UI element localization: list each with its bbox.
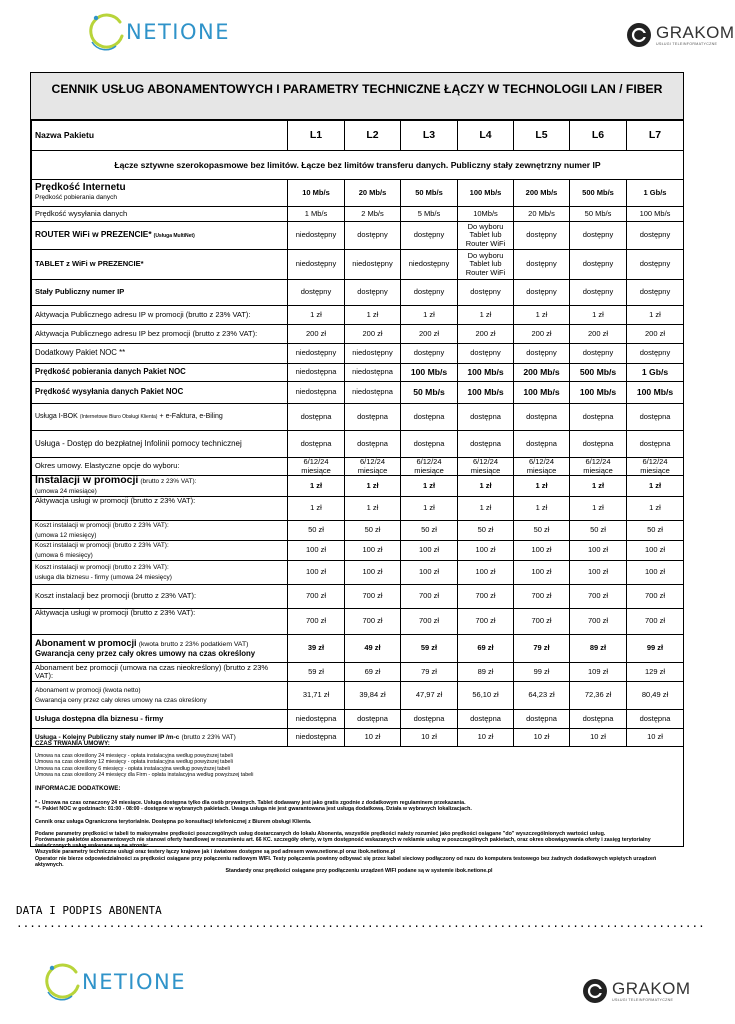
value-cell-l7: dostępna [627,710,684,729]
value-cell-l1: 100 zł [288,561,345,585]
col-l5: L5 [514,121,570,151]
value-cell-l3: dostępna [401,404,458,431]
value-cell-l5: dostępna [514,710,570,729]
table-row [32,431,684,458]
banner-row [32,151,684,180]
value-cell-l1: niedostępny [288,344,345,364]
value-cell-l3: 100 zł [401,541,458,561]
grakom-tagline: USŁUGI TELEINFORMATYCZNE [656,41,718,46]
value-cell-l5: 700 zł [514,609,570,635]
value-cell-l4: 100 Mb/s [458,180,514,207]
label-cell [32,521,288,541]
value-cell-l2: 2 Mb/s [345,207,401,222]
table-row [32,325,684,344]
contract-heading: CZAS TRWANIA UMOWY: [35,740,110,747]
grakom-logo-footer [582,978,691,1004]
value-cell-l7: dostępna [627,404,684,431]
value-cell-l7: 100 zł [627,541,684,561]
table-row [32,280,684,306]
value-cell-l4: 10Mb/s [458,207,514,222]
value-cell-l1: 1 zł [288,497,345,521]
value-cell-l7: 1 Gb/s [627,180,684,207]
row-label: Aktywacja usługi w promocji (brutto z 23% VAT): [32,609,288,635]
value-cell-l1: 59 zł [288,663,345,682]
row-label: ROUTER WiFi w PREZENCIE* [35,229,152,240]
value-cell-l4: 1 zł [458,497,514,521]
value-cell-l4: 100 zł [458,561,514,585]
row-note: (brutto z 23% VAT) [181,733,236,741]
value-cell-l6: dostępny [570,250,627,280]
contract-line: Umowa na czas określony 24 miesięcy - opłata instalacyjna według powyższej tabeli [35,753,233,760]
value-cell-l6: 200 zł [570,325,627,344]
value-cell-l1: dostępna [288,431,345,458]
row-label: Aktywacja usługi w promocji (brutto z 23% VAT): [32,497,288,521]
value-cell-l2: dostępna [345,431,401,458]
value-cell-l3: 47,97 zł [401,682,458,710]
value-cell-l7: dostępny [627,222,684,250]
value-cell-l1: 1 zł [288,476,345,497]
grakom-tagline: USŁUGI TELEINFORMATYCZNE [612,997,674,1002]
row-label: Okres umowy. Elastyczne opcje do wyboru: [32,458,288,476]
row-label: Prędkość pobierania danych Pakiet NOC [32,364,288,382]
value-cell-l5: 20 Mb/s [514,207,570,222]
value-cell-l5: 79 zł [514,635,570,663]
row-subtitle: (umowa 12 miesięcy) [35,531,97,539]
row-title: Instalacji w promocji [35,474,139,486]
value-cell-l7: 1 zł [627,497,684,521]
row-subtitle: usługa dla biznesu - firmy (umowa 24 miesięcy) [35,573,172,581]
value-cell-l7: dostępny [627,344,684,364]
value-cell-l3: 6/12/24 miesiące [401,458,458,476]
value-cell-l2: niedostępna [345,382,401,404]
value-cell-l5: dostępny [514,250,570,280]
row-note: (brutto z 23% VAT): [140,478,197,485]
value-cell-l2: niedostępny [345,344,401,364]
row-subtitle: Gwarancja ceny przez cały okres umowy na czas określony [35,648,256,658]
table-row [32,609,684,635]
value-cell-l6: 109 zł [570,663,627,682]
info-heading: INFORMACJE DODATKOWE: [35,785,121,793]
table-row [32,404,684,431]
value-cell-l5: dostępny [514,344,570,364]
value-cell-l4: Do wyboru Tablet lub Router WiFi [458,222,514,250]
value-cell-l7: 100 Mb/s [627,382,684,404]
table-row [32,222,684,250]
contract-line: Umowa na czas określony 6 miesięcy - opłata instalacyjna według powyższej tabeli [35,765,230,772]
value-cell-l3: 200 zł [401,325,458,344]
table-row [32,306,684,325]
value-cell-l5: dostępna [514,431,570,458]
value-cell-l7: 6/12/24 miesiące [627,458,684,476]
value-cell-l4: dostępna [458,431,514,458]
value-cell-l4: dostępna [458,404,514,431]
value-cell-l1: niedostępna [288,382,345,404]
value-cell-l1: 31,71 zł [288,682,345,710]
table-row [32,561,684,585]
value-cell-l2: 200 zł [345,325,401,344]
value-cell-l6: 1 zł [570,306,627,325]
value-cell-l3: 50 Mb/s [401,382,458,404]
value-cell-l1: 1 zł [288,306,345,325]
value-cell-l2: 100 zł [345,541,401,561]
value-cell-l4: 50 zł [458,521,514,541]
value-cell-l2: niedostępna [345,364,401,382]
grakom-mark-icon [626,22,652,48]
row-note: (kwota brutto z 23% podatkiem VAT) [138,641,249,648]
value-cell-l4: 100 Mb/s [458,382,514,404]
value-cell-l2: niedostępny [345,250,401,280]
value-cell-l3: dostępna [401,710,458,729]
label-cell [32,561,288,585]
row-label: Usługa dostępna dla biznesu - firmy [32,710,288,729]
value-cell-l6: dostępny [570,222,627,250]
value-cell-l7: dostępny [627,250,684,280]
value-cell-l5: 1 zł [514,306,570,325]
value-cell-l3: 1 zł [401,306,458,325]
col-l7: L7 [627,121,684,151]
grakom-wordmark: GRAKOM [656,22,735,42]
signature-line: DATA I PODPIS ABONENTA ........................................................................................................ [16,904,705,930]
table-row [32,250,684,280]
banner-text: Łącze sztywne szerokopasmowe bez limitów. Łącze bez limitów transferu danych. Publiczny stały zewnętrzny numer IP [32,151,684,180]
value-cell-l3: 10 zł [401,729,458,747]
row-subtitle: Gwarancja ceny przez cały okres umowy na czas określony [35,696,207,704]
table-row [32,207,684,222]
value-cell-l1: 700 zł [288,609,345,635]
col-l6: L6 [570,121,627,151]
value-cell-l1: dostępna [288,404,345,431]
col-l1: L1 [288,121,345,151]
netione-wordmark: NETIONE [82,970,187,994]
value-cell-l4: 89 zł [458,663,514,682]
row-label: Usługa I-BOK [35,413,78,421]
grakom-wordmark: GRAKOM [612,978,691,998]
value-cell-l7: 1 zł [627,306,684,325]
value-cell-l5: 100 zł [514,561,570,585]
value-cell-l1: 100 zł [288,541,345,561]
value-cell-l4: dostępny [458,344,514,364]
value-cell-l4: 1 zł [458,476,514,497]
grakom-mark-icon [582,978,608,1004]
table-row [32,682,684,710]
table-row [32,458,684,476]
table-row [32,344,684,364]
label-cell [32,222,288,250]
value-cell-l2: 49 zł [345,635,401,663]
value-cell-l2: 700 zł [345,609,401,635]
value-cell-l4: 6/12/24 miesiące [458,458,514,476]
value-cell-l7: 100 zł [627,561,684,585]
row-subtitle: (umowa 24 miesiące) [35,487,97,495]
value-cell-l1: niedostępna [288,710,345,729]
row-label: Aktywacja Publicznego adresu IP bez promocji (brutto z 23% VAT): [32,325,288,344]
contract-line: Umowa na czas określony 12 miesięcy - opłata instalacyjna według powyższej tabeli [35,759,233,766]
value-cell-l2: 6/12/24 miesiące [345,458,401,476]
value-cell-l5: 200 Mb/s [514,364,570,382]
value-cell-l6: 6/12/24 miesiące [570,458,627,476]
value-cell-l6: 500 Mb/s [570,180,627,207]
value-cell-l3: 50 Mb/s [401,180,458,207]
value-cell-l6: 89 zł [570,635,627,663]
netione-logo [86,12,230,52]
label-cell [32,404,288,431]
value-cell-l2: 700 zł [345,585,401,609]
value-cell-l4: 69 zł [458,635,514,663]
row-label: Prędkość wysyłania danych [32,207,288,222]
value-cell-l2: 69 zł [345,663,401,682]
package-name-label: Nazwa Pakietu [32,121,288,151]
label-cell [32,180,288,207]
table-header-row [32,121,684,151]
value-cell-l4: dostępna [458,710,514,729]
value-cell-l5: 50 zł [514,521,570,541]
row-note: (Usługa MultiNet) [153,233,195,240]
value-cell-l6: 100 Mb/s [570,382,627,404]
value-cell-l7: 700 zł [627,585,684,609]
value-cell-l1: 700 zł [288,585,345,609]
notes-section [35,741,683,874]
table-row [32,521,684,541]
value-cell-l3: 1 zł [401,497,458,521]
table-row [32,663,684,682]
value-cell-l6: 100 zł [570,541,627,561]
value-cell-l1: 39 zł [288,635,345,663]
value-cell-l6: 700 zł [570,585,627,609]
value-cell-l3: dostępny [401,222,458,250]
value-cell-l3: 79 zł [401,663,458,682]
value-cell-l2: 39,84 zł [345,682,401,710]
row-label: Prędkość wysyłania danych Pakiet NOC [32,382,288,404]
value-cell-l1: niedostępny [288,250,345,280]
value-cell-l7: 1 Gb/s [627,364,684,382]
title-divider [31,105,683,120]
value-cell-l2: dostępny [345,222,401,250]
value-cell-l2: 1 zł [345,306,401,325]
price-table [31,120,684,747]
value-cell-l4: 100 Mb/s [458,364,514,382]
value-cell-l6: dostępny [570,280,627,306]
value-cell-l5: 100 Mb/s [514,382,570,404]
label-cell [32,682,288,710]
value-cell-l5: 1 zł [514,497,570,521]
value-cell-l7: 100 Mb/s [627,207,684,222]
value-cell-l3: 100 Mb/s [401,364,458,382]
label-cell [32,476,288,497]
value-cell-l6: 100 zł [570,561,627,585]
info-line: Cennik oraz usługa Ograniczona terytorialnie. Dostępna po konsultacji telefonicznej z Biurem obsługi Klienta. [35,818,312,825]
value-cell-l4: 56,10 zł [458,682,514,710]
netione-swirl-icon [86,12,126,52]
value-cell-l1: 200 zł [288,325,345,344]
value-cell-l2: 1 zł [345,497,401,521]
value-cell-l6: 1 zł [570,476,627,497]
value-cell-l6: dostępna [570,404,627,431]
netione-swirl-icon [42,962,82,1002]
value-cell-l6: dostępna [570,431,627,458]
label-cell [32,635,288,663]
value-cell-l2: dostępna [345,710,401,729]
row-note: (Internetowe Biuro Obsługi Klienta) [79,414,158,421]
value-cell-l7: 99 zł [627,635,684,663]
info-line: Operator nie bierze odpowiedzialności za prędkości osiągane przy połączeniu radiowym WIFI. Testy połączenia powinny odbywać się przez kabel sieciowy podłączony od razu do komputera testowego bez żadnych dodatkowych wpiętych urządzeń aktywnych. [35,855,657,868]
table-row [32,541,684,561]
value-cell-l4: 100 zł [458,541,514,561]
value-cell-l7: 50 zł [627,521,684,541]
value-cell-l5: 6/12/24 miesiące [514,458,570,476]
contract-line: Umowa na czas określony 24 miesięcy dla Firm - opłata instalacyjna według powyższej tabeli [35,771,254,778]
col-l4: L4 [458,121,514,151]
value-cell-l5: dostępny [514,222,570,250]
value-cell-l1: niedostępna [288,729,345,747]
value-cell-l4: 10 zł [458,729,514,747]
row-title: Prędkość Internetu [35,182,126,193]
table-row [32,382,684,404]
value-cell-l6: 72,36 zł [570,682,627,710]
value-cell-l4: 1 zł [458,306,514,325]
row-label: Koszt instalacji w promocji (brutto z 23% VAT): [35,564,169,571]
value-cell-l5: 200 zł [514,325,570,344]
table-row [32,710,684,729]
row-label: Abonament w promocji (kwota netto) [35,687,141,694]
value-cell-l3: 5 Mb/s [401,207,458,222]
table-row [32,476,684,497]
value-cell-l5: 1 zł [514,476,570,497]
value-cell-l7: 1 zł [627,476,684,497]
value-cell-l1: dostępny [288,280,345,306]
value-cell-l3: 50 zł [401,521,458,541]
value-cell-l6: 50 zł [570,521,627,541]
row-subtitle: (umowa 6 miesięcy) [35,551,93,559]
value-cell-l7: 80,49 zł [627,682,684,710]
value-cell-l1: niedostępna [288,364,345,382]
value-cell-l4: Do wyboru Tablet lub Router WiFi [458,250,514,280]
table-row [32,180,684,207]
value-cell-l5: 99 zł [514,663,570,682]
grakom-logo [626,22,735,48]
value-cell-l2: 20 Mb/s [345,180,401,207]
value-cell-l6: 1 zł [570,497,627,521]
row-label: Stały Publiczny numer IP [32,280,288,306]
value-cell-l5: 100 zł [514,541,570,561]
value-cell-l2: dostępna [345,404,401,431]
info-line: Wszystkie parametry techniczne usługi oraz testery łączy krajowe jak i światowe dostępne są pod adresem www.netione.pl oraz ibok.netione.pl [35,849,396,856]
value-cell-l7: 129 zł [627,663,684,682]
value-cell-l3: 59 zł [401,635,458,663]
document-title: CENNIK USŁUG ABONAMENTOWYCH I PARAMETRY TECHNICZNE ŁĄCZY W TECHNOLOGII LAN / FIBER [31,73,683,106]
row-label: Aktywacja Publicznego adresu IP w promocji (brutto z 23% VAT): [32,306,288,325]
price-list-document [30,72,684,875]
label-cell [32,541,288,561]
value-cell-l3: dostępny [401,344,458,364]
value-cell-l3: 700 zł [401,609,458,635]
value-cell-l2: 100 zł [345,561,401,585]
row-label: Dodatkowy Pakiet NOC ** [32,344,288,364]
value-cell-l6: 10 zł [570,729,627,747]
value-cell-l3: 700 zł [401,585,458,609]
value-cell-l1: 1 Mb/s [288,207,345,222]
value-cell-l3: 100 zł [401,561,458,585]
value-cell-l3: niedostępny [401,250,458,280]
row-label: Usługa - Kolejny Publiczny stały numer IP /m-c [35,733,180,741]
value-cell-l7: 700 zł [627,609,684,635]
value-cell-l7: dostępny [627,280,684,306]
info-line: Podane parametry prędkości w tabeli to maksymalne prędkości poszczególnych usług dostarczanych do lokalu Abonenta, wszystkie prędkości należy rozumieć jako prędkości osiągane "do" wyszczególnionych wartości usług. [35,830,606,837]
value-cell-l5: 200 Mb/s [514,180,570,207]
row-label: TABLET z WiFi w PREZENCIE* [32,250,288,280]
value-cell-l2: 1 zł [345,476,401,497]
value-cell-l6: 500 Mb/s [570,364,627,382]
row-label: Usługa - Dostęp do bezpłatnej Infolinii pomocy technicznej [32,431,288,458]
value-cell-l4: 700 zł [458,585,514,609]
info-line: * - Umowa na czas oznaczony 24 miesiące. Usługa dostępna tylko dla osób prywatnych. Tablet dodawany jest jako gratis zgodnie z dodatkowym regulaminem przekazania. [35,800,466,807]
value-cell-l1: 10 Mb/s [288,180,345,207]
value-cell-l5: 10 zł [514,729,570,747]
value-cell-l6: dostępna [570,710,627,729]
row-label-tail: + e-Faktura, e-Biling [159,413,223,421]
value-cell-l6: 50 Mb/s [570,207,627,222]
netione-logo-footer [42,962,186,1002]
row-label: Abonament bez promocji (umowa na czas nieokreślony) (brutto z 23% VAT): [32,663,288,682]
col-l3: L3 [401,121,458,151]
info-line: Porównanie pakietów abonamentowych nie stanowi oferty handlowej w rozumieniu art. 66 KC. szczegóły oferty, w tym dostępność wskazanych w reklamie usług w poszczególnych pakietach, oraz okres obowiązywania oferty i zasięg terytorialny świadczonych usług wskazane są na stronie: [35,837,651,850]
row-label: Koszt instalacji bez promocji (brutto z 23% VAT): [32,585,288,609]
value-cell-l7: 10 zł [627,729,684,747]
table-row [32,585,684,609]
table-row [32,497,684,521]
value-cell-l6: 700 zł [570,609,627,635]
value-cell-l5: 64,23 zł [514,682,570,710]
value-cell-l4: dostępny [458,280,514,306]
value-cell-l2: 10 zł [345,729,401,747]
row-label: Koszt instalacji w promocji (brutto z 23% VAT): [35,522,169,529]
value-cell-l1: niedostępny [288,222,345,250]
info-line: Standardy oraz prędkości osiągane przy podłączeniu urządzeń WIFI podane są w systemie ibok.netione.pl [225,868,493,875]
value-cell-l5: 700 zł [514,585,570,609]
table-row [32,635,684,663]
info-line: **- Pakiet NOC w godzinach: 01:00 - 08:00 - dostępne w wybranych pakietach. Uwaga usługa nie jest gwarantowana jest usługą dodatkową. Działa w wybranych lokalizacjach. [35,806,472,813]
row-subtitle: Prędkość pobierania danych [35,193,118,201]
value-cell-l5: dostępna [514,404,570,431]
row-title: Abonament w promocji [35,638,137,648]
value-cell-l4: 200 zł [458,325,514,344]
value-cell-l2: dostępny [345,280,401,306]
value-cell-l3: 1 zł [401,476,458,497]
value-cell-l6: dostępny [570,344,627,364]
value-cell-l3: dostępny [401,280,458,306]
table-row [32,364,684,382]
value-cell-l7: 200 zł [627,325,684,344]
value-cell-l1: 6/12/24 miesiące [288,458,345,476]
value-cell-l7: dostępna [627,431,684,458]
value-cell-l3: dostępna [401,431,458,458]
netione-wordmark: NETIONE [126,20,231,44]
value-cell-l1: 50 zł [288,521,345,541]
col-l2: L2 [345,121,401,151]
row-label: Koszt instalacji w promocji (brutto z 23% VAT): [35,542,169,549]
value-cell-l2: 50 zł [345,521,401,541]
value-cell-l4: 700 zł [458,609,514,635]
value-cell-l5: dostępny [514,280,570,306]
